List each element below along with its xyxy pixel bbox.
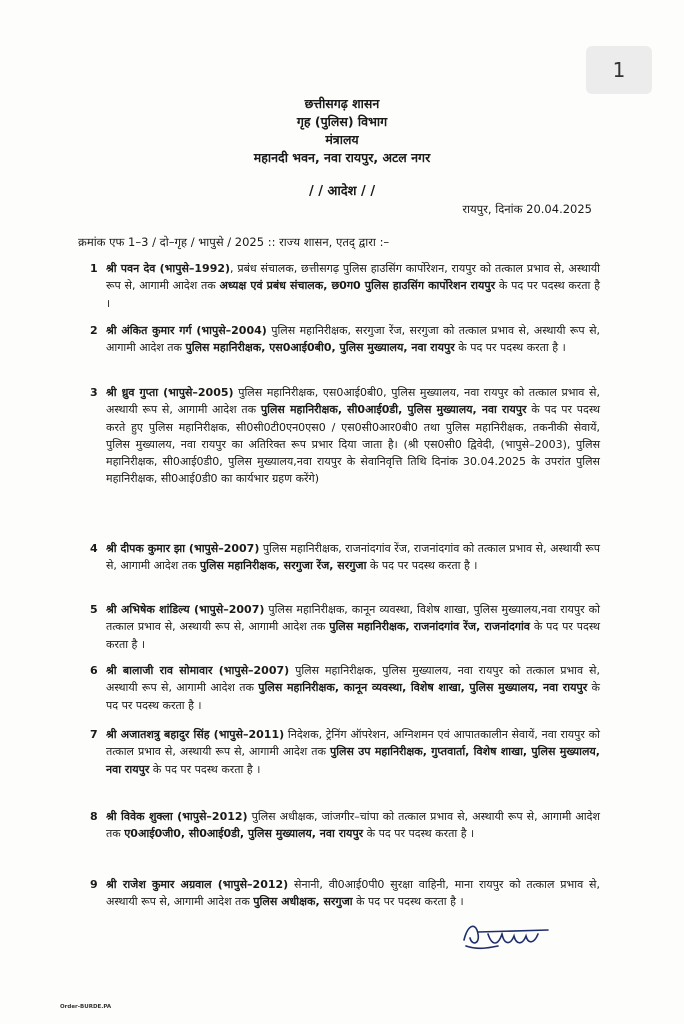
order-title: / / आदेश / / [308,184,376,199]
officer-name: श्री अंकित कुमार गर्ग (भापुसे–2004) [106,324,267,337]
item-number: 6 [90,664,98,677]
item-text-end: के पद पर पदस्थ करता है । [106,620,600,651]
item-text: पुलिस महानिरीक्षक, एस0आई0बी0, पुलिस मुख्यालय, नवा रायपुर को तत्काल प्रभाव से, अस्थायी रूप से, आगामी आदेश तक [106,386,600,417]
posting: पुलिस महानिरीक्षक, राजनांदगांव रेंज, राजनांदगांव [329,620,530,634]
signature [458,916,558,952]
order-item [90,540,600,575]
item-number: 8 [90,810,98,823]
header-ministry: मंत्रालय [325,132,359,147]
posting: पुलिस अधीक्षक, सरगुजा [253,895,353,909]
officer-name: श्री विवेक शुक्ला (भापुसे–2012) [106,810,248,823]
item-text-end: के पद पर पदस्थ करता है । [366,559,478,573]
item-number: 2 [90,324,98,337]
posting: पुलिस महानिरीक्षक, कानून व्यवस्था, विशेष शाखा, पुलिस मुख्यालय, नवा रायपुर [258,681,588,695]
item-text: पुलिस महानिरीक्षक, सरगुजा रेंज, सरगुजा को तत्काल प्रभाव से, अस्थायी रूप से, आगामी आदेश तक [106,324,601,355]
item-text-end: के पद पर पदस्थ करता है । [149,762,261,776]
item-text-end: के पद पर पदस्थ करता है । [106,681,600,712]
item-text: पुलिस महानिरीक्षक, पुलिस मुख्यालय, नवा रायपुर को तत्काल प्रभाव से, अस्थायी रूप से, आगामी आदेश तक [106,664,600,695]
officer-name: श्री पवन देव (भापुसे–1992) [106,262,231,275]
page-number-badge: 1 [586,46,652,94]
item-text: निदेशक, ट्रेनिंग ऑपरेशन, अग्निशमन एवं आपातकालीन सेवायें, नवा रायपुर को तत्काल प्रभाव से, अस्थायी रूप से, आगामी आदेश तक [106,728,600,759]
item-text: सेनानी, वी0आई0पी0 सुरक्षा वाहिनी, माना रायपुर को तत्काल प्रभाव से, अस्थायी रूप से, आगामी आदेश तक [106,878,600,909]
posting: पुलिस महानिरीक्षक, सी0आई0डी, पुलिस मुख्यालय, नवा रायपुर [260,403,527,417]
order-item [90,384,600,488]
officer-name: श्री ध्रुव गुप्ता (भापुसे–2005) [106,386,234,399]
posting: पुलिस महानिरीक्षक, सरगुजा रेंज, सरगुजा [199,559,367,573]
posting: ए0आई0जी0, सी0आई0डी, पुलिस मुख्यालय, नवा रायपुर [124,827,364,841]
item-number: 9 [90,878,98,891]
item-number: 5 [90,603,98,616]
order-item [90,662,600,714]
item-text: पुलिस महानिरीक्षक, कानून व्यवस्था, विशेष शाखा, पुलिस मुख्यालय,नवा रायपुर को तत्काल प्रभाव से, अस्थायी रूप से, आगामी आदेश तक [106,603,600,634]
order-item [90,601,600,653]
posting: पुलिस महानिरीक्षक, एस0आई0बी0, पुलिस मुख्यालय, नवा रायपुर [185,341,455,355]
item-text: , प्रबंध संचालक, छत्तीसगढ़ पुलिस हाउसिंग कार्पोरेशन, रायपुर को तत्काल प्रभाव से, अस्थायी रूप से, आगामी आदेश तक [106,262,600,293]
order-item [90,322,600,357]
officer-name: श्री बालाजी राव सोमावार (भापुसे–2007) [106,664,290,677]
item-text-end: के पद पर पदस्थ करता है । [352,895,464,909]
header-address: महानदी भवन, नवा रायपुर, अटल नगर [253,150,431,165]
item-text: पुलिस अधीक्षक, जांजगीर–चांपा को तत्काल प्रभाव से, अस्थायी रूप से, आगामी आदेश तक [106,810,600,841]
item-number: 7 [90,728,98,741]
officer-name: श्री दीपक कुमार झा (भापुसे–2007) [106,542,260,555]
item-number: 1 [90,262,98,275]
order-item [90,808,600,843]
posting: पुलिस उप महानिरीक्षक, गुप्तवार्ता, विशेष शाखा, पुलिस मुख्यालय, नवा रायपुर [106,745,600,776]
header-department: गृह (पुलिस) विभाग [296,114,388,129]
officer-name: श्री राजेश कुमार अग्रवाल (भापुसे–2012) [106,878,289,891]
officer-name: श्री अभिषेक शांडिल्य (भापुसे–2007) [106,603,265,616]
order-item [90,260,600,312]
place-date: रायपुर, दिनांक 20.04.2025 [462,202,592,216]
footer-code: Order-BURDE.PA [60,1004,112,1010]
item-number: 4 [90,542,98,555]
item-text-end: के पद पर पदस्थ करता है । [454,341,566,355]
item-text-end: के पद पर पदस्थ करते हुए पुलिस महानिरीक्षक, सी0सी0टी0एन0एस0 / एस0सी0आर0बी0 तथा पुलिस महानिरीक्षक, तकनीकी सेवायें, पुलिस मुख्यालय, नवा रायपुर का अतिरिक्त रूप प्रभार दिया जाता है। (श्री एस0सी0 द्विवेदी, (भापुसे–2003), पुलिस महानिरीक्षक, सी0आई0डी0, पुलिस मुख्यालय,नवा रायपुर के सेवानिवृत्ति तिथि दिनांक 30.04.2025 के उपरांत पुलिस महानिरीक्षक, सी0आई0डी0 का कार्यभार ग्रहण करेंगे) [106,403,600,486]
posting: अध्यक्ष एवं प्रबंध संचालक, छ0ग0 पुलिस हाउसिंग कार्पोरेशन रायपुर [219,279,496,293]
item-text: पुलिस महानिरीक्षक, राजनांदगांव रेंज, राजनांदगांव को तत्काल प्रभाव से, अस्थायी रूप से, आगामी आदेश तक [106,542,600,573]
order-item [90,876,600,911]
order-reference: क्रमांक एफ 1–3 / दो–गृह / भापुसे / 2025 :: राज्य शासन, एतद् द्वारा :– [78,235,390,249]
officer-name: श्री अजातशत्रु बहादुर सिंह (भापुसे–2011) [106,728,285,741]
header-government: छत्तीसगढ़ शासन [304,96,380,111]
item-text-end: के पद पर पदस्थ करता है । [363,827,475,841]
order-item [90,726,600,778]
item-text-end: के पद पर पदस्थ करता है । [106,279,600,310]
item-number: 3 [90,386,98,399]
